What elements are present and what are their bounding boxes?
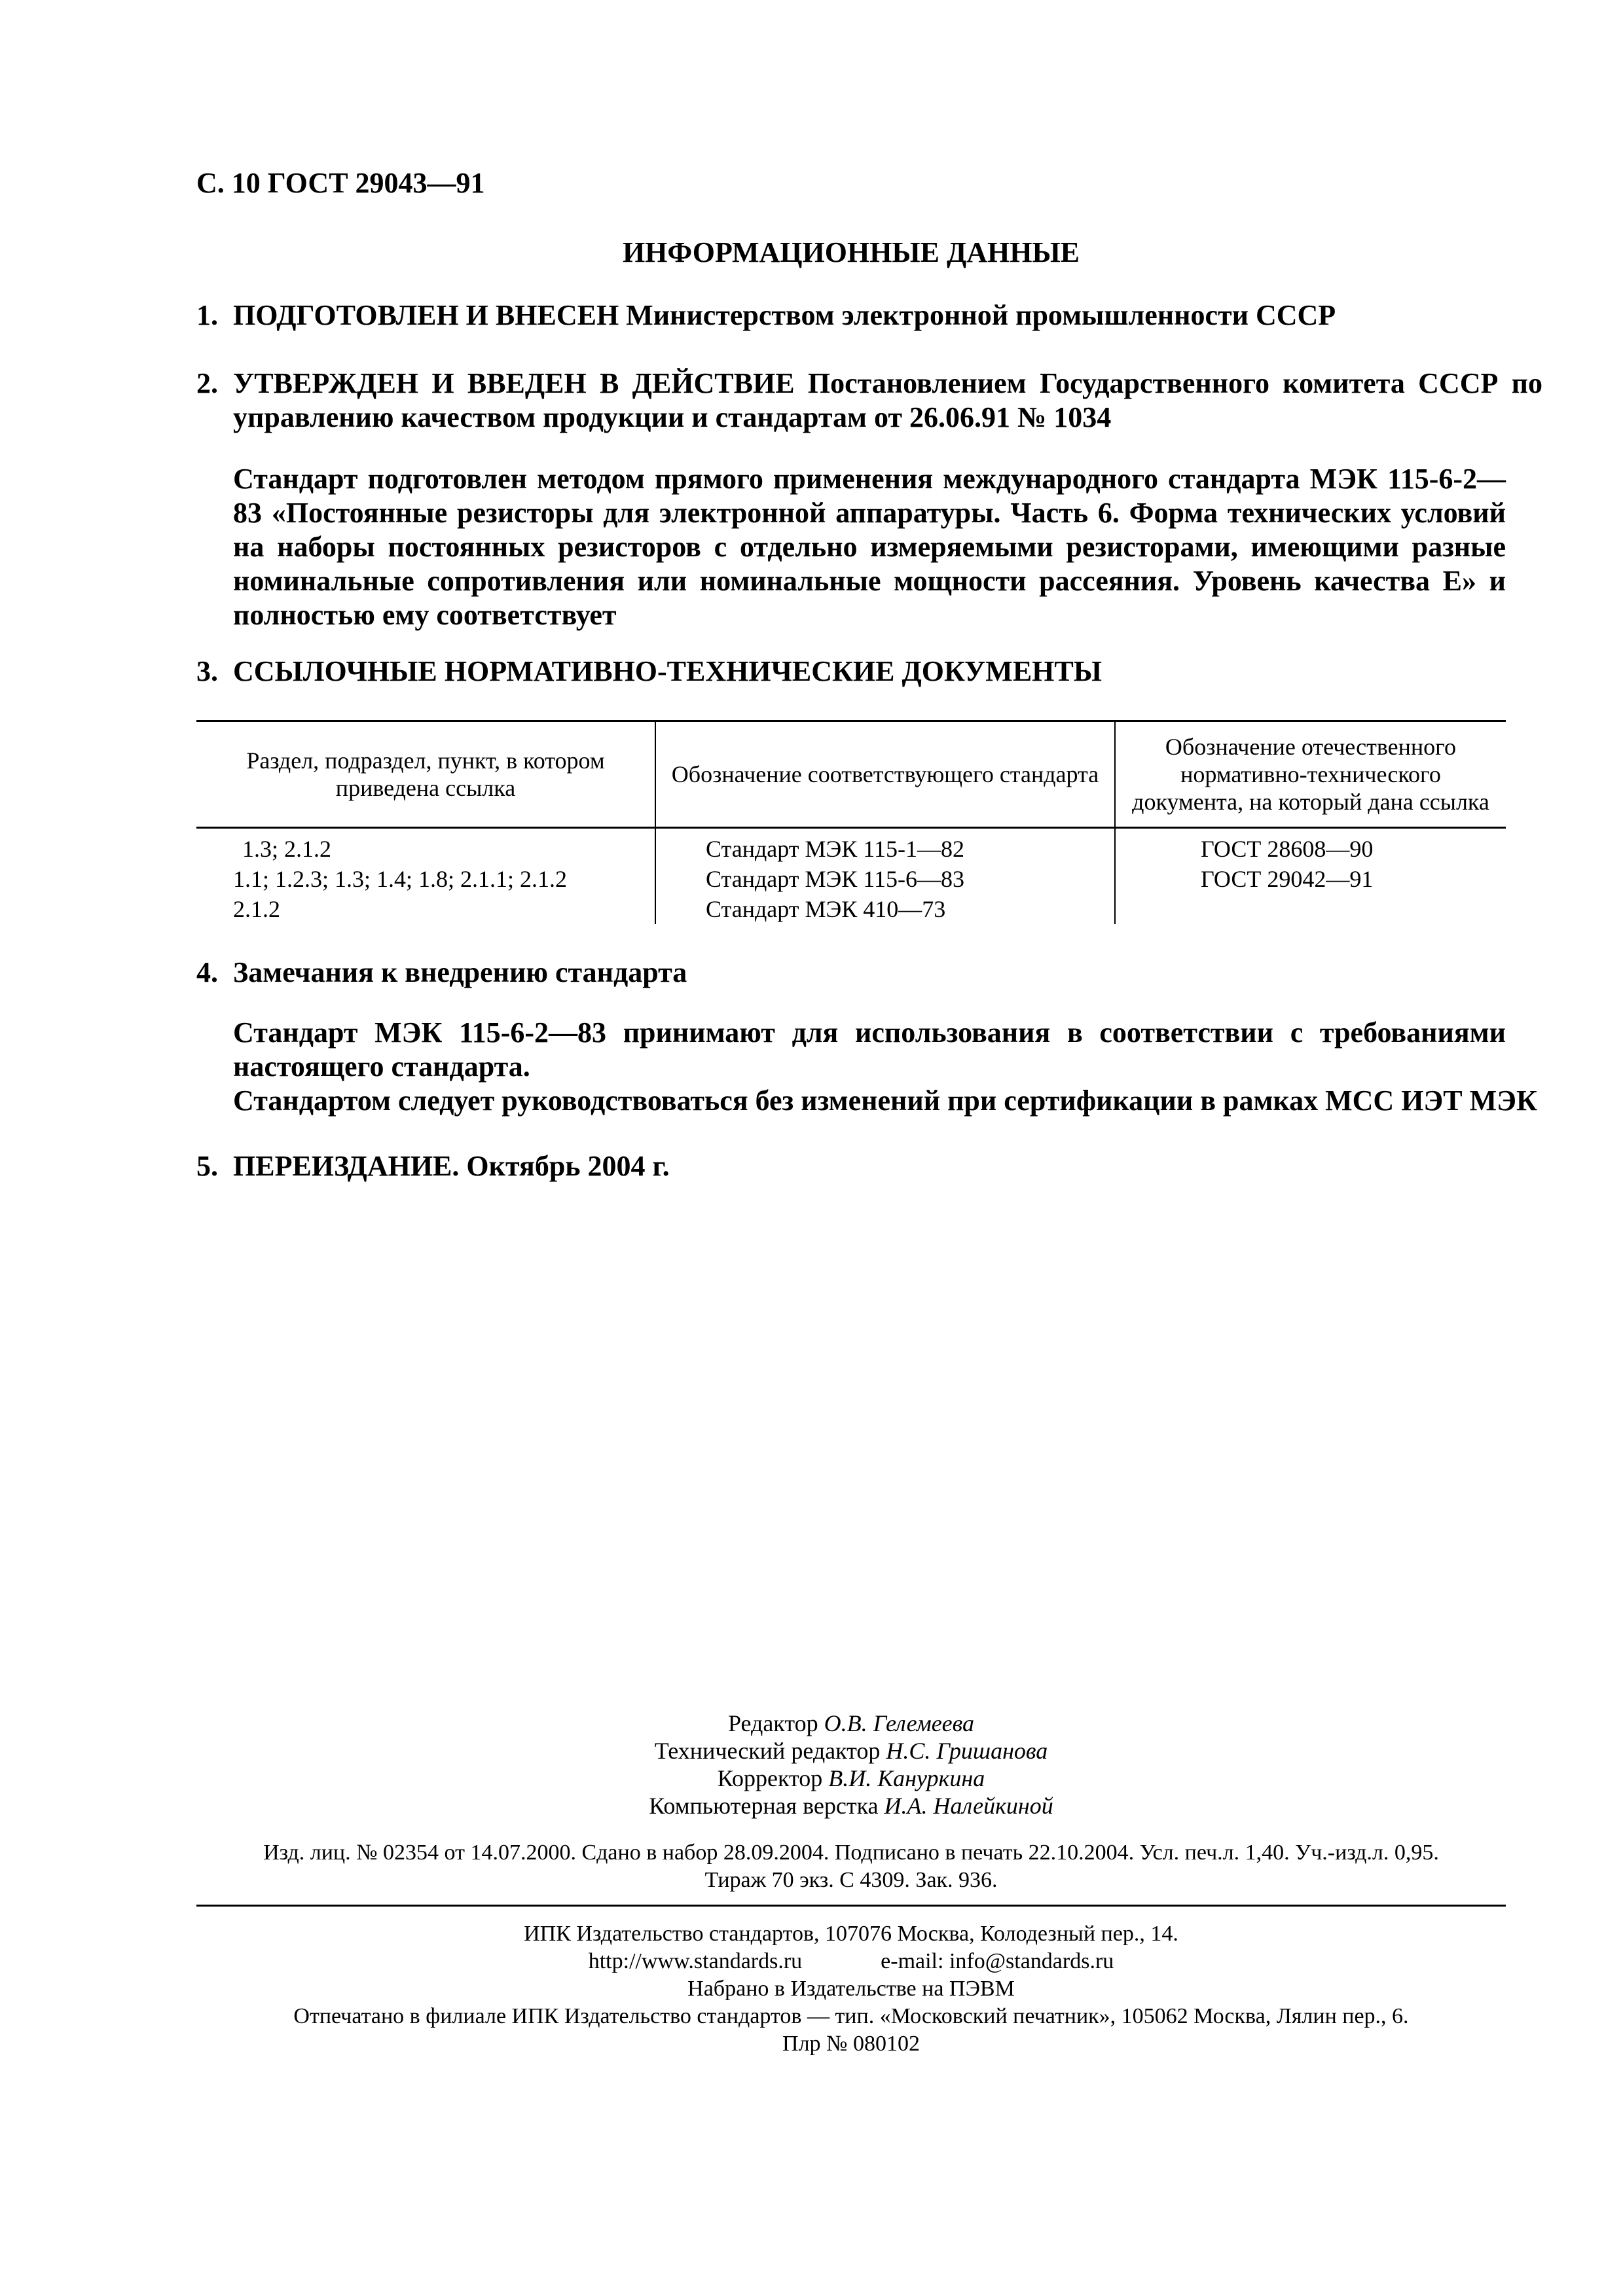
section-4 — [196, 956, 1542, 990]
table-header-cell: Обозначение соответствующего стандарта — [655, 721, 1115, 828]
cell-line: 1.3; 2.1.2 — [242, 836, 332, 862]
section-heading: ССЫЛОЧНЫЕ НОРМАТИВНО-ТЕХНИЧЕСКИЕ ДОКУМЕНТЫ — [233, 655, 1102, 687]
section-text: Постановлением Государственного комитета СССР по управлению качеством продукции и стандартам от 26.06.91 № 1034 — [233, 367, 1543, 433]
printer-contacts — [196, 1948, 1506, 1975]
section-heading: Замечания к внедрению стандарта — [233, 956, 687, 988]
publication-info — [196, 1839, 1506, 1894]
table-row — [196, 828, 1506, 925]
credit-name: Н.С. Гришанова — [886, 1738, 1048, 1764]
credit-role: Редактор — [727, 1710, 818, 1736]
credit-role: Корректор — [717, 1765, 823, 1791]
table-header-row — [196, 721, 1506, 828]
divider — [196, 1905, 1506, 1907]
table-cell-sections — [196, 828, 655, 925]
section-number: 4. — [196, 956, 218, 988]
cell-line: 2.1.2 — [233, 896, 280, 922]
section-text: ПЕРЕИЗДАНИЕ. Октябрь 2004 г. — [233, 1150, 670, 1182]
section-number: 1. — [196, 299, 218, 331]
printer-info — [196, 1920, 1506, 2058]
credit-name: В.И. Кануркина — [828, 1765, 985, 1791]
section-lead: УТВЕРЖДЕН И ВВЕДЕН В ДЕЙСТВИЕ — [233, 367, 795, 399]
email-link[interactable]: e-mail: info@standards.ru — [881, 1949, 1114, 1973]
credit-line — [196, 1792, 1506, 1820]
table-cell-gost — [1115, 828, 1506, 925]
table-header-cell: Обозначение отечественного нормативно-технического документа, на который дана ссылка — [1115, 721, 1506, 828]
running-head: С. 10 ГОСТ 29043—91 — [196, 167, 485, 199]
credit-name: О.В. Гелемеева — [824, 1710, 975, 1736]
cell-line: Стандарт МЭК 115-6—83 — [706, 866, 964, 892]
credit-role: Технический редактор — [654, 1738, 881, 1764]
section-number: 3. — [196, 655, 218, 687]
section-2-paragraph: Стандарт подготовлен методом прямого применения международного стандарта МЭК 115-6-2—83 «Постоянные резисторы для электронной аппаратуры. Часть 6. Форма технических условий на наборы постоянных резисторов с отдельно измеряемыми резисторами, имеющими разные номинальные сопротивления или номинальные мощности рассеяния. Уровень качества Е» и полностью ему соответствует — [233, 463, 1506, 631]
section-5 — [196, 1149, 1542, 1183]
credit-line — [196, 1737, 1506, 1765]
cell-line: ГОСТ 28608—90 — [1201, 836, 1374, 862]
printer-line: ИПК Издательство стандартов, 107076 Москва, Колодезный пер., 14. — [524, 1922, 1178, 1946]
cell-line: Стандарт МЭК 410—73 — [706, 896, 946, 922]
section-number: 2. — [196, 367, 218, 399]
section-2 — [196, 367, 1542, 435]
section-lead: ПОДГОТОВЛЕН И ВНЕСЕН — [233, 299, 619, 331]
credit-line — [196, 1710, 1506, 1737]
page-title: ИНФОРМАЦИОННЫЕ ДАННЫЕ — [622, 236, 1080, 268]
credit-line — [196, 1765, 1506, 1792]
pubinfo-line: Тираж 70 экз. С 4309. Зак. 936. — [704, 1868, 998, 1892]
cell-line: Стандарт МЭК 115-1—82 — [706, 836, 964, 862]
section-4-paragraph: Стандартом следует руководствоваться без изменений при сертификации в рамках МСС ИЭТ МЭК — [233, 1085, 1537, 1117]
credit-role: Компьютерная верстка — [649, 1793, 879, 1819]
printer-line: Отпечатано в филиале ИПК Издательство стандартов — тип. «Московский печатник», 105062 Москва, Лялин пер., 6. — [293, 2004, 1409, 2028]
credit-name: И.А. Налейкиной — [884, 1793, 1053, 1819]
printer-line: Плр № 080102 — [782, 2032, 920, 2056]
table-header-cell: Раздел, подраздел, пункт, в котором приведена ссылка — [196, 721, 655, 828]
pubinfo-line: Изд. лиц. № 02354 от 14.07.2000. Сдано в набор 28.09.2004. Подписано в печать 22.10.2004. Усл. печ.л. 1,40. Уч.-изд.л. 0,95. — [263, 1840, 1439, 1865]
printer-line: Набрано в Издательстве на ПЭВМ — [687, 1977, 1015, 2001]
table-cell-standards — [655, 828, 1115, 925]
cell-line: 1.1; 1.2.3; 1.3; 1.4; 1.8; 2.1.1; 2.1.2 — [233, 866, 568, 892]
credits-block — [196, 1710, 1506, 1820]
website-link[interactable]: http://www.standards.ru — [588, 1949, 803, 1973]
section-text: Министерством электронной промышленности СССР — [626, 299, 1336, 331]
section-4-paragraph: Стандарт МЭК 115-6-2—83 принимают для использования в соответствии с требованиями настоящего стандарта. — [233, 1016, 1506, 1083]
cell-line: ГОСТ 29042—91 — [1201, 866, 1374, 892]
reference-table — [196, 720, 1506, 924]
section-number: 5. — [196, 1150, 218, 1182]
section-3 — [196, 655, 1542, 689]
section-1 — [196, 298, 1542, 332]
